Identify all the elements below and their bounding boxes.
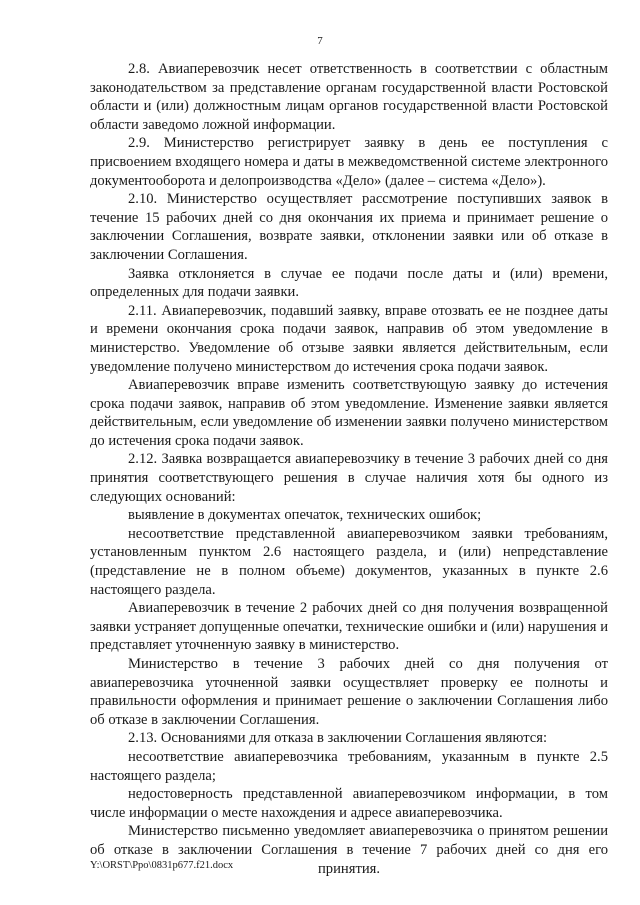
paragraph-2-9: 2.9. Министерство регистрирует заявку в день ее поступления с присвоением входящего номера и даты в межведомственной системе электронного документооборота и делопроизводства «Дело» (далее – система «Дело»). xyxy=(90,135,608,189)
paragraph-2-10: 2.10. Министерство осуществляет рассмотрение поступивших заявок в течение 15 рабочих дней со дня окончания их приема и принимает решение о заключении Соглашения, возврате заявки, отклонении заявки или об отказе в заключении Соглашения. xyxy=(90,191,608,263)
paragraph-refusal-ground-1: несоответствие авиаперевозчика требованиям, указанным в пункте 2.5 настоящего раздела; xyxy=(90,748,608,784)
paragraph-2-11: 2.11. Авиаперевозчик, подавший заявку, вправе отозвать ее не позднее даты и времени окончания срока подачи заявок, направив об этом уведомление в министерство. Уведомление об отзыве заявки является действительным, если уведомление получено министерством до истечения срока подачи заявок. xyxy=(90,302,608,375)
page-number: 7 xyxy=(317,35,323,47)
paragraph-ministry-review: Министерство в течение 3 рабочих дней со дня получения от авиаперевозчика уточненной заявки осуществляет проверку ее полноты и правильности оформления и принимает решение о заключении Соглашения либо об отказе в заключении Соглашения. xyxy=(90,656,608,728)
paragraph-rejection: Заявка отклоняется в случае ее подачи после даты и (или) времени, определенных для подачи заявки. xyxy=(90,265,608,301)
paragraph-ground-noncompliance: несоответствие представленной авиаперевозчиком заявки требованиям, установленным пунктом 2.6 настоящего раздела, и (или) непредставление (представление не в полном объеме) документов, указанных в пункте 2.6 настоящего раздела. xyxy=(90,525,608,598)
paragraph-2-13: 2.13. Основаниями для отказа в заключении Соглашения являются: xyxy=(128,730,547,747)
footer-file-path: Y:\ORST\Ppo\0831p677.f21.docx xyxy=(90,860,234,871)
paragraph-change-application: Авиаперевозчик вправе изменить соответствующую заявку до истечения срока подачи заявок, направив об этом уведомление. Изменение заявки является действительным, если уведомление об изменении заявки получено министерством до истечения срока подачи заявок. xyxy=(90,377,608,449)
paragraph-refusal-ground-2: недостоверность представленной авиаперевозчиком информации, в том числе информации о месте нахождения и адресе авиаперевозчика. xyxy=(90,786,608,821)
paragraph-2-8: 2.8. Авиаперевозчик несет ответственность в соответствии с областным законодательством за представление органам государственной власти Ростовской области и (или) должностным лицам органов государственной власти Ростовской области заведомо ложной информации. xyxy=(90,61,608,133)
document-body xyxy=(90,60,608,878)
paragraph-2-12: 2.12. Заявка возвращается авиаперевозчику в течение 3 рабочих дней со дня принятия соответствующего решения в случае наличия хотя бы одного из следующих оснований: xyxy=(90,451,608,505)
paragraph-resubmission: Авиаперевозчик в течение 2 рабочих дней со дня получения возвращенной заявки устраняет допущенные опечатки, технические ошибки и (или) нарушения и представляет уточненную заявку в министерство. xyxy=(90,600,608,654)
paragraph-notification: Министерство письменно уведомляет авиаперевозчика о принятом решении об отказе в заключении Соглашения в течение 7 рабочих дней со дня его принятия. xyxy=(90,823,608,877)
paragraph-ground-typos: выявление в документах опечаток, технических ошибок; xyxy=(128,507,482,524)
